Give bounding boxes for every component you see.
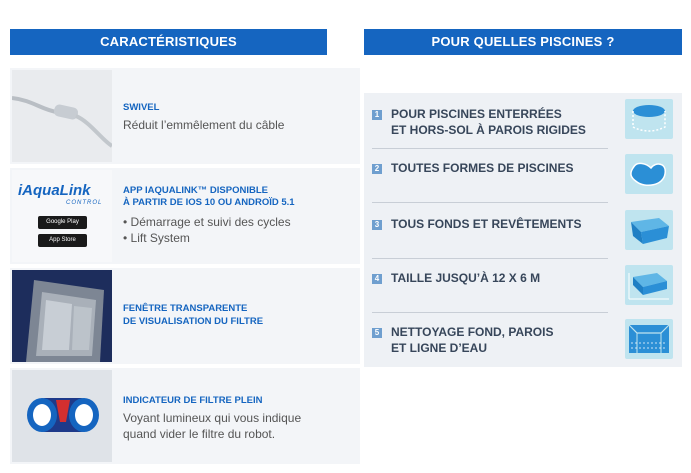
control-label: CONTROL bbox=[66, 200, 103, 206]
feature-title-line: À PARTIR DE IOS 10 OU ANDROÏD 5.1 bbox=[123, 197, 295, 208]
pool-size-icon bbox=[625, 265, 673, 305]
pool-number-badge: 3 bbox=[372, 220, 382, 230]
pool-type-line: TOUTES FORMES DE PISCINES bbox=[391, 161, 574, 175]
feature-title-line: DE VISUALISATION DU FILTRE bbox=[123, 316, 264, 327]
divider bbox=[372, 312, 608, 313]
feature-title: SWIVEL bbox=[123, 102, 160, 113]
pool-type-line: ET LIGNE D’EAU bbox=[391, 341, 488, 355]
pool-number-badge: 2 bbox=[372, 164, 382, 174]
freeform-pool-icon bbox=[625, 154, 673, 194]
pool-type-line: NETTOYAGE FOND, PAROIS bbox=[391, 325, 554, 339]
pool-number-badge: 1 bbox=[372, 110, 382, 120]
above-ground-pool-icon bbox=[625, 99, 673, 139]
pool-number-badge: 4 bbox=[372, 274, 382, 284]
feature-desc: quand vider le filtre du robot. bbox=[123, 427, 276, 441]
iaqualink-logo: iAquaLink bbox=[18, 182, 91, 199]
header-piscines: POUR QUELLES PISCINES ? bbox=[364, 29, 682, 55]
header-caracteristiques: CARACTÉRISTIQUES bbox=[10, 29, 327, 55]
feature-title-line: APP IAQUALINK™ DISPONIBLE bbox=[123, 185, 268, 196]
divider bbox=[372, 258, 608, 259]
pool-type-line: TAILLE JUSQU’À 12 X 6 M bbox=[391, 271, 541, 285]
swivel-image bbox=[12, 70, 112, 162]
divider bbox=[372, 202, 608, 203]
feature-desc: Voyant lumineux qui vous indique bbox=[123, 411, 302, 425]
pool-type-line: TOUS FONDS ET REVÊTEMENTS bbox=[391, 217, 582, 231]
pool-type-line: ET HORS-SOL À PAROIS RIGIDES bbox=[391, 123, 586, 137]
feature-desc: • Démarrage et suivi des cycles bbox=[123, 215, 291, 229]
google-play-badge[interactable]: Google Play bbox=[38, 216, 87, 229]
filter-indicator-image bbox=[12, 370, 112, 462]
feature-title-line: FENÊTRE TRANSPARENTE bbox=[123, 303, 248, 314]
feature-desc: • Lift System bbox=[123, 231, 190, 245]
divider bbox=[372, 148, 608, 149]
pool-type-line: POUR PISCINES ENTERRÉES bbox=[391, 107, 562, 121]
filter-window-image bbox=[12, 270, 112, 362]
app-store-badge[interactable]: App Store bbox=[38, 234, 87, 247]
feature-title: INDICATEUR DE FILTRE PLEIN bbox=[123, 395, 263, 406]
pool-walls-icon bbox=[625, 319, 673, 359]
pool-number-badge: 5 bbox=[372, 328, 382, 338]
feature-desc: Réduit l’emmêlement du câble bbox=[123, 118, 285, 132]
pool-floor-icon bbox=[625, 210, 673, 250]
